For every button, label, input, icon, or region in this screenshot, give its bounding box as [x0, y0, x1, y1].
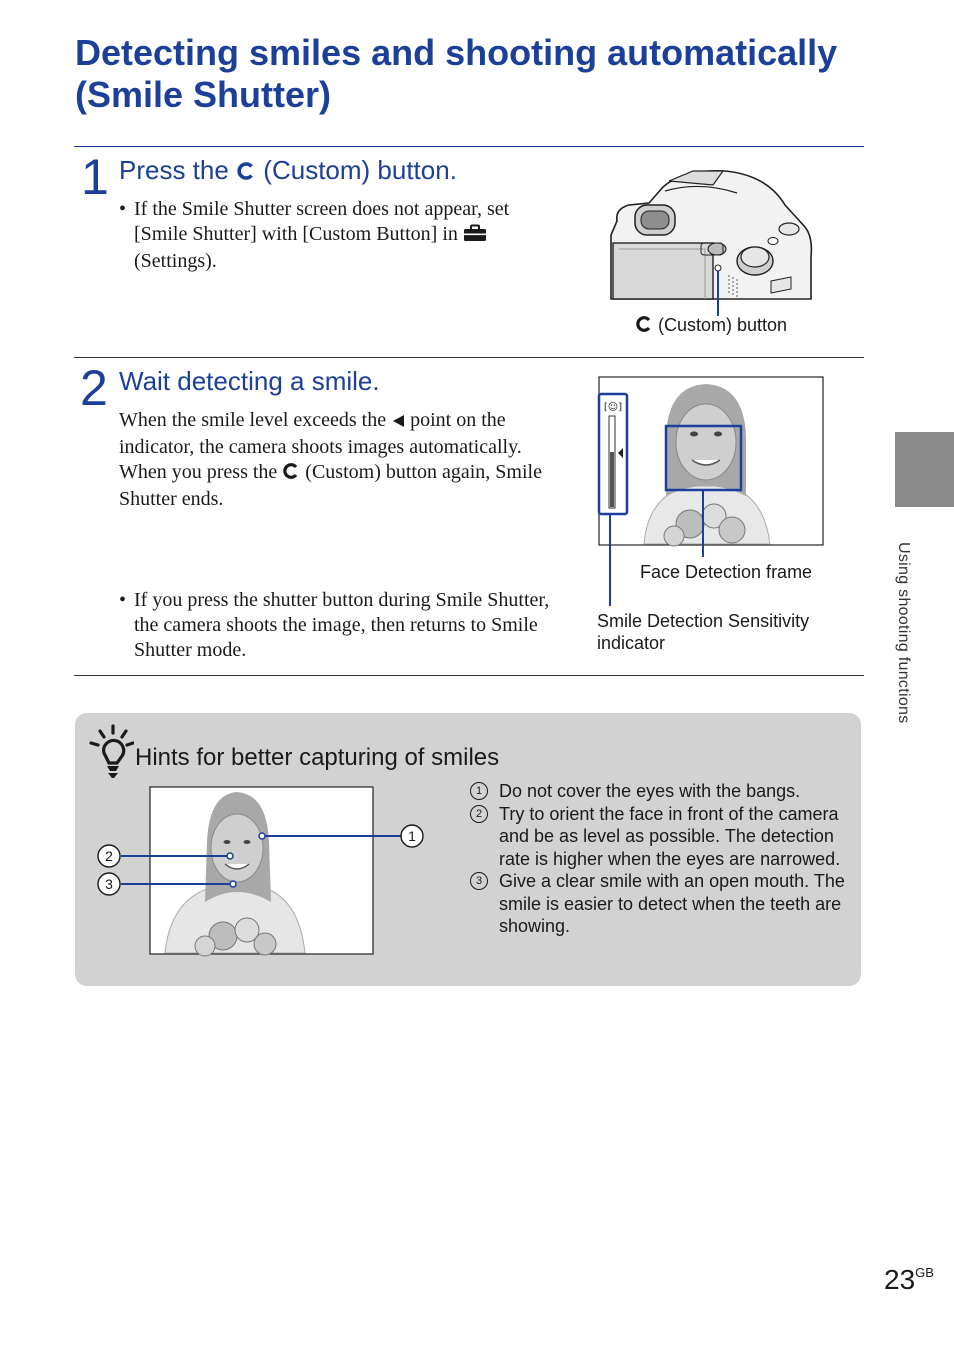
toolbox-icon: [463, 224, 487, 249]
bullet-text: If the Smile Shutter screen does not appear, set [Smile Shutter] with [Custom Button] in: [134, 198, 510, 245]
svg-text:[☺]: [☺]: [603, 402, 623, 413]
paragraph-text: point on the indicator, the camera shoots images automatically. When you press the: [119, 409, 522, 483]
hints-photo-figure: [95, 786, 430, 958]
list-item: • If you press the shutter button during Smile Shutter, the camera shoots the image, then returns to Smile Shutter mode.: [119, 588, 554, 663]
list-item: [470, 803, 850, 871]
left-triangle-icon: [391, 410, 405, 435]
bullet-text: (Settings).: [134, 250, 217, 272]
item-text: Try to orient the face in front of the camera and be as level as possible. The detection rate is higher when the eyes are narrowed.: [499, 803, 841, 869]
page-number-suffix: GB: [915, 1265, 934, 1280]
step-heading: [119, 155, 457, 187]
callout-number: 1: [408, 828, 416, 844]
page-number: [884, 1264, 934, 1296]
item-number: 3: [470, 872, 488, 890]
step-number: 2: [80, 360, 108, 416]
page-number-value: 23: [884, 1264, 916, 1295]
step-number: 1: [81, 149, 109, 205]
list-item: [470, 870, 850, 938]
hints-list: [470, 780, 850, 938]
section-tab-label: Using shooting functions: [895, 542, 912, 724]
step-heading-text: Press the: [119, 155, 229, 185]
list-item: [119, 197, 554, 274]
item-text: Do not cover the eyes with the bangs.: [499, 781, 801, 801]
page-title: Detecting smiles and shooting automatically (Smile Shutter): [75, 32, 838, 115]
step-heading: Wait detecting a smile.: [119, 366, 380, 396]
custom-button-caption: [635, 314, 787, 338]
step-paragraph: [119, 408, 544, 512]
custom-c-icon: [236, 157, 256, 187]
item-number: 2: [470, 805, 488, 823]
camera-illustration: [605, 165, 815, 305]
custom-c-icon: [635, 315, 653, 338]
item-number: 1: [470, 782, 488, 800]
item-text: Give a clear smile with an open mouth. The smile is easier to detect when the teeth are showing.: [499, 871, 845, 936]
divider: [74, 146, 864, 147]
hints-heading: Hints for better capturing of smiles: [135, 744, 500, 771]
section-tab: [895, 432, 954, 507]
divider: [74, 357, 864, 358]
face-detection-label: Face Detection frame: [640, 562, 813, 582]
step-heading-text: (Custom) button.: [263, 155, 457, 185]
smile-sensitivity-label: Smile Detection Sensitivity indicator: [597, 611, 810, 653]
paragraph-text: When the smile level exceeds the: [119, 409, 387, 431]
callout-number: 2: [105, 848, 113, 864]
lightbulb-icon: [88, 724, 134, 778]
list-item: [470, 780, 850, 803]
custom-c-icon: [282, 462, 300, 487]
paragraph-text: (Custom) button again, Smile Shutter ends.: [119, 461, 542, 510]
caption-text: (Custom) button: [658, 315, 788, 335]
divider: [74, 675, 864, 676]
callout-number: 3: [105, 876, 113, 892]
